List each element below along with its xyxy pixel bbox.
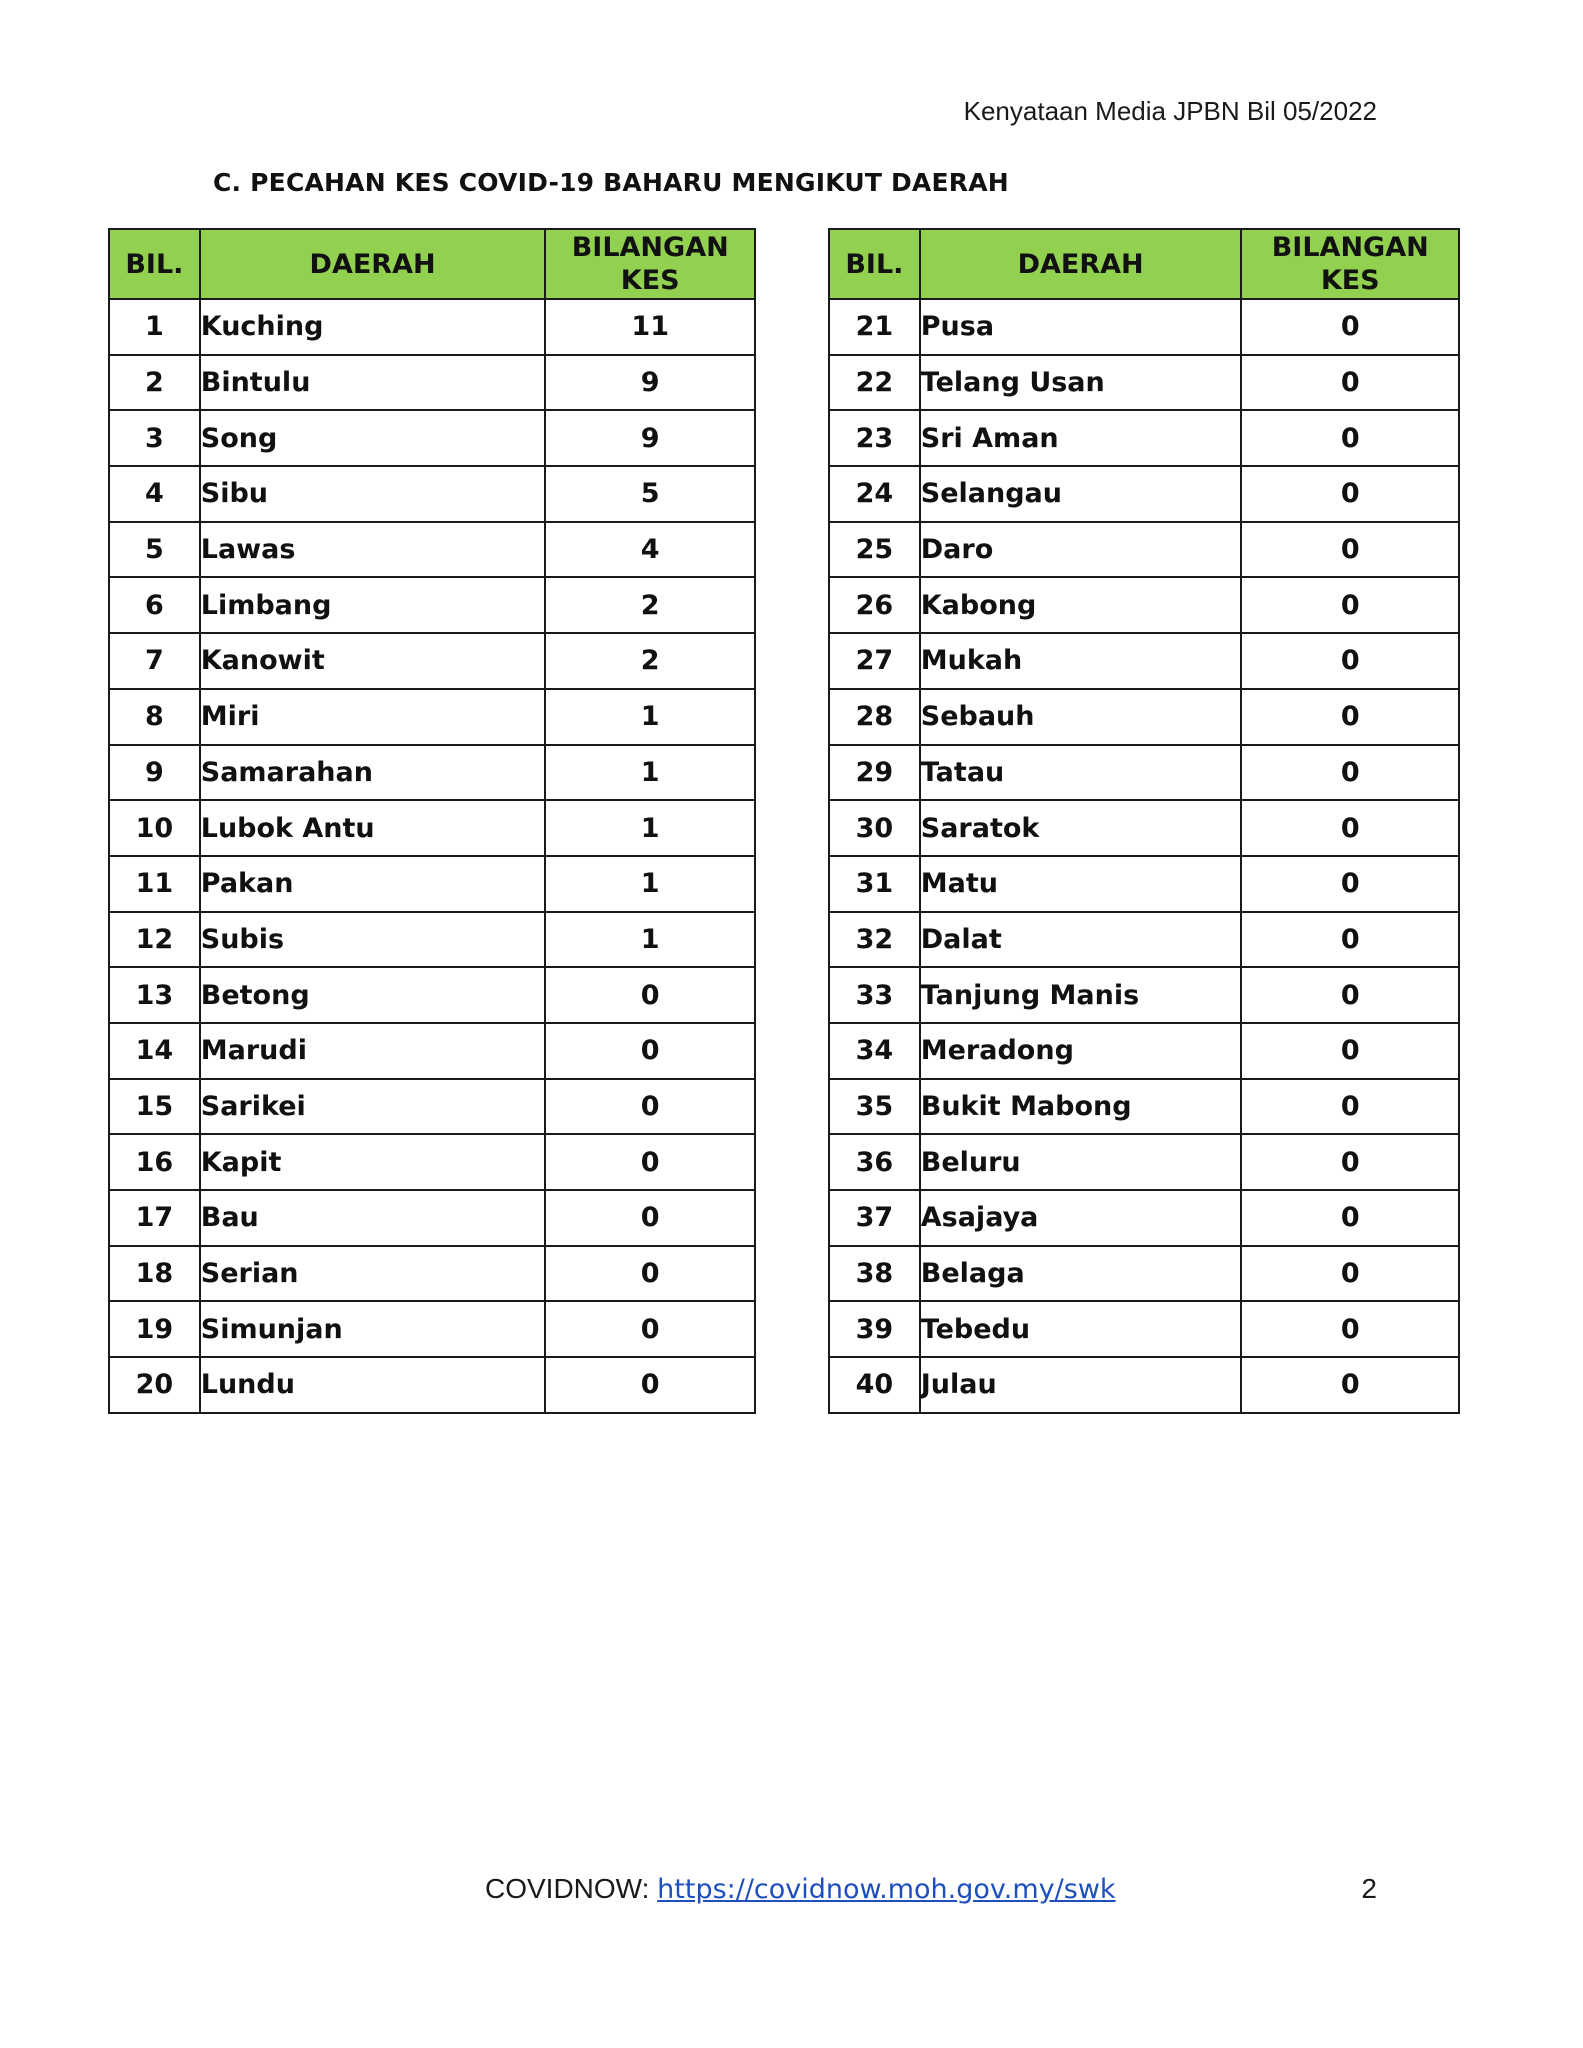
row-number: 38 [829,1246,920,1302]
district-name: Marudi [200,1023,546,1079]
table-row [829,355,1459,411]
case-count: 1 [545,745,755,801]
table-row [109,912,755,968]
header-bil: BIL. [109,229,200,299]
case-count: 5 [545,466,755,522]
row-number: 35 [829,1079,920,1135]
case-count: 0 [545,1079,755,1135]
row-number: 3 [109,410,200,466]
table-row [829,1301,1459,1357]
district-name: Kapit [200,1134,546,1190]
table-row [829,1023,1459,1079]
header-count-line2: KES [1320,265,1380,296]
row-number: 30 [829,800,920,856]
table-row [109,1357,755,1413]
table-row [829,689,1459,745]
case-count: 0 [545,1134,755,1190]
row-number: 4 [109,466,200,522]
district-name: Simunjan [200,1301,546,1357]
row-number: 5 [109,522,200,578]
table-row [109,800,755,856]
row-number: 39 [829,1301,920,1357]
row-number: 34 [829,1023,920,1079]
district-name: Subis [200,912,546,968]
table-row [109,689,755,745]
row-number: 24 [829,466,920,522]
row-number: 13 [109,967,200,1023]
case-count: 0 [1241,633,1459,689]
row-number: 40 [829,1357,920,1413]
case-count: 0 [1241,912,1459,968]
table-row [829,1190,1459,1246]
case-count: 0 [1241,466,1459,522]
row-number: 21 [829,299,920,355]
header-bil: BIL. [829,229,920,299]
table-row [109,1190,755,1246]
district-name: Sri Aman [920,410,1242,466]
case-count: 0 [1241,1134,1459,1190]
table-row [829,633,1459,689]
table-row [109,466,755,522]
case-count: 0 [1241,745,1459,801]
district-name: Belaga [920,1246,1242,1302]
row-number: 28 [829,689,920,745]
page-number: 2 [1361,1873,1377,1904]
header-daerah: DAERAH [920,229,1242,299]
row-number: 26 [829,577,920,633]
row-number: 6 [109,577,200,633]
footer-label: COVIDNOW: [485,1873,658,1904]
row-number: 9 [109,745,200,801]
header-daerah: DAERAH [200,229,546,299]
row-number: 10 [109,800,200,856]
table-row [109,633,755,689]
table-row [109,410,755,466]
case-count: 9 [545,355,755,411]
row-number: 22 [829,355,920,411]
row-number: 16 [109,1134,200,1190]
table-row [829,410,1459,466]
table-row [109,1134,755,1190]
case-count: 0 [1241,856,1459,912]
table-row [109,522,755,578]
case-count: 9 [545,410,755,466]
covidnow-link[interactable]: https://covidnow.moh.gov.my/swk [657,1874,1116,1905]
row-number: 19 [109,1301,200,1357]
table-row [109,1246,755,1302]
case-count: 11 [545,299,755,355]
row-number: 32 [829,912,920,968]
row-number: 1 [109,299,200,355]
table-row [109,355,755,411]
district-name: Daro [920,522,1242,578]
case-count: 0 [1241,967,1459,1023]
row-number: 23 [829,410,920,466]
case-count: 0 [1241,355,1459,411]
district-table-right [828,228,1460,1414]
row-number: 36 [829,1134,920,1190]
document-reference: Kenyataan Media JPBN Bil 05/2022 [963,96,1377,126]
row-number: 18 [109,1246,200,1302]
district-name: Selangau [920,466,1242,522]
row-number: 25 [829,522,920,578]
case-count: 0 [1241,1301,1459,1357]
case-count: 0 [1241,1357,1459,1413]
district-name: Saratok [920,800,1242,856]
footer [485,1873,1116,1905]
district-name: Limbang [200,577,546,633]
district-name: Kuching [200,299,546,355]
case-count: 0 [545,1023,755,1079]
row-number: 14 [109,1023,200,1079]
header-count-line2: KES [620,265,680,296]
table-row [829,466,1459,522]
table-row [829,800,1459,856]
row-number: 27 [829,633,920,689]
row-number: 7 [109,633,200,689]
district-name: Dalat [920,912,1242,968]
case-count: 1 [545,856,755,912]
row-number: 37 [829,1190,920,1246]
table-row [829,1246,1459,1302]
row-number: 29 [829,745,920,801]
table-row [829,1357,1459,1413]
header-count-line1: BILANGAN [1271,232,1429,263]
section-title: C. PECAHAN KES COVID-19 BAHARU MENGIKUT DAERAH [213,168,1009,197]
district-name: Song [200,410,546,466]
row-number: 15 [109,1079,200,1135]
case-count: 0 [1241,1023,1459,1079]
district-name: Lundu [200,1357,546,1413]
row-number: 20 [109,1357,200,1413]
case-count: 1 [545,912,755,968]
case-count: 0 [1241,800,1459,856]
table-row [829,577,1459,633]
district-name: Lawas [200,522,546,578]
table-row [109,577,755,633]
case-count: 0 [545,967,755,1023]
table-row [829,522,1459,578]
district-name: Pakan [200,856,546,912]
header-bilangan-kes [545,229,755,299]
case-count: 0 [545,1357,755,1413]
table-header-row [829,229,1459,299]
case-count: 4 [545,522,755,578]
table-row [829,1079,1459,1135]
case-count: 2 [545,633,755,689]
district-name: Sebauh [920,689,1242,745]
district-name: Tatau [920,745,1242,801]
table-row [829,299,1459,355]
case-count: 0 [1241,689,1459,745]
case-count: 0 [1241,522,1459,578]
district-name: Lubok Antu [200,800,546,856]
district-name: Julau [920,1357,1242,1413]
district-name: Betong [200,967,546,1023]
district-name: Pusa [920,299,1242,355]
table-row [829,745,1459,801]
table-row [829,912,1459,968]
row-number: 8 [109,689,200,745]
case-count: 0 [545,1246,755,1302]
district-name: Kanowit [200,633,546,689]
district-name: Beluru [920,1134,1242,1190]
district-name: Sibu [200,466,546,522]
case-count: 2 [545,577,755,633]
district-name: Samarahan [200,745,546,801]
table-row [109,299,755,355]
case-count: 0 [1241,410,1459,466]
district-name: Bintulu [200,355,546,411]
case-count: 1 [545,800,755,856]
district-name: Tanjung Manis [920,967,1242,1023]
row-number: 12 [109,912,200,968]
case-count: 0 [1241,1079,1459,1135]
case-count: 0 [545,1301,755,1357]
district-table-left [108,228,756,1414]
district-name: Miri [200,689,546,745]
district-name: Kabong [920,577,1242,633]
table-header-row [109,229,755,299]
header-bilangan-kes [1241,229,1459,299]
district-name: Meradong [920,1023,1242,1079]
district-name: Matu [920,856,1242,912]
district-name: Asajaya [920,1190,1242,1246]
case-count: 0 [1241,1246,1459,1302]
district-name: Telang Usan [920,355,1242,411]
row-number: 11 [109,856,200,912]
row-number: 31 [829,856,920,912]
table-row [109,1301,755,1357]
table-row [109,1079,755,1135]
table-row [109,856,755,912]
table-row [829,856,1459,912]
table-row [109,1023,755,1079]
table-row [109,745,755,801]
header-count-line1: BILANGAN [571,232,729,263]
case-count: 0 [1241,299,1459,355]
case-count: 0 [545,1190,755,1246]
case-count: 0 [1241,1190,1459,1246]
case-count: 0 [1241,577,1459,633]
district-name: Sarikei [200,1079,546,1135]
case-count: 1 [545,689,755,745]
district-name: Tebedu [920,1301,1242,1357]
table-row [829,1134,1459,1190]
district-name: Mukah [920,633,1242,689]
district-name: Serian [200,1246,546,1302]
row-number: 33 [829,967,920,1023]
table-row [109,967,755,1023]
row-number: 2 [109,355,200,411]
district-name: Bau [200,1190,546,1246]
district-name: Bukit Mabong [920,1079,1242,1135]
row-number: 17 [109,1190,200,1246]
table-row [829,967,1459,1023]
